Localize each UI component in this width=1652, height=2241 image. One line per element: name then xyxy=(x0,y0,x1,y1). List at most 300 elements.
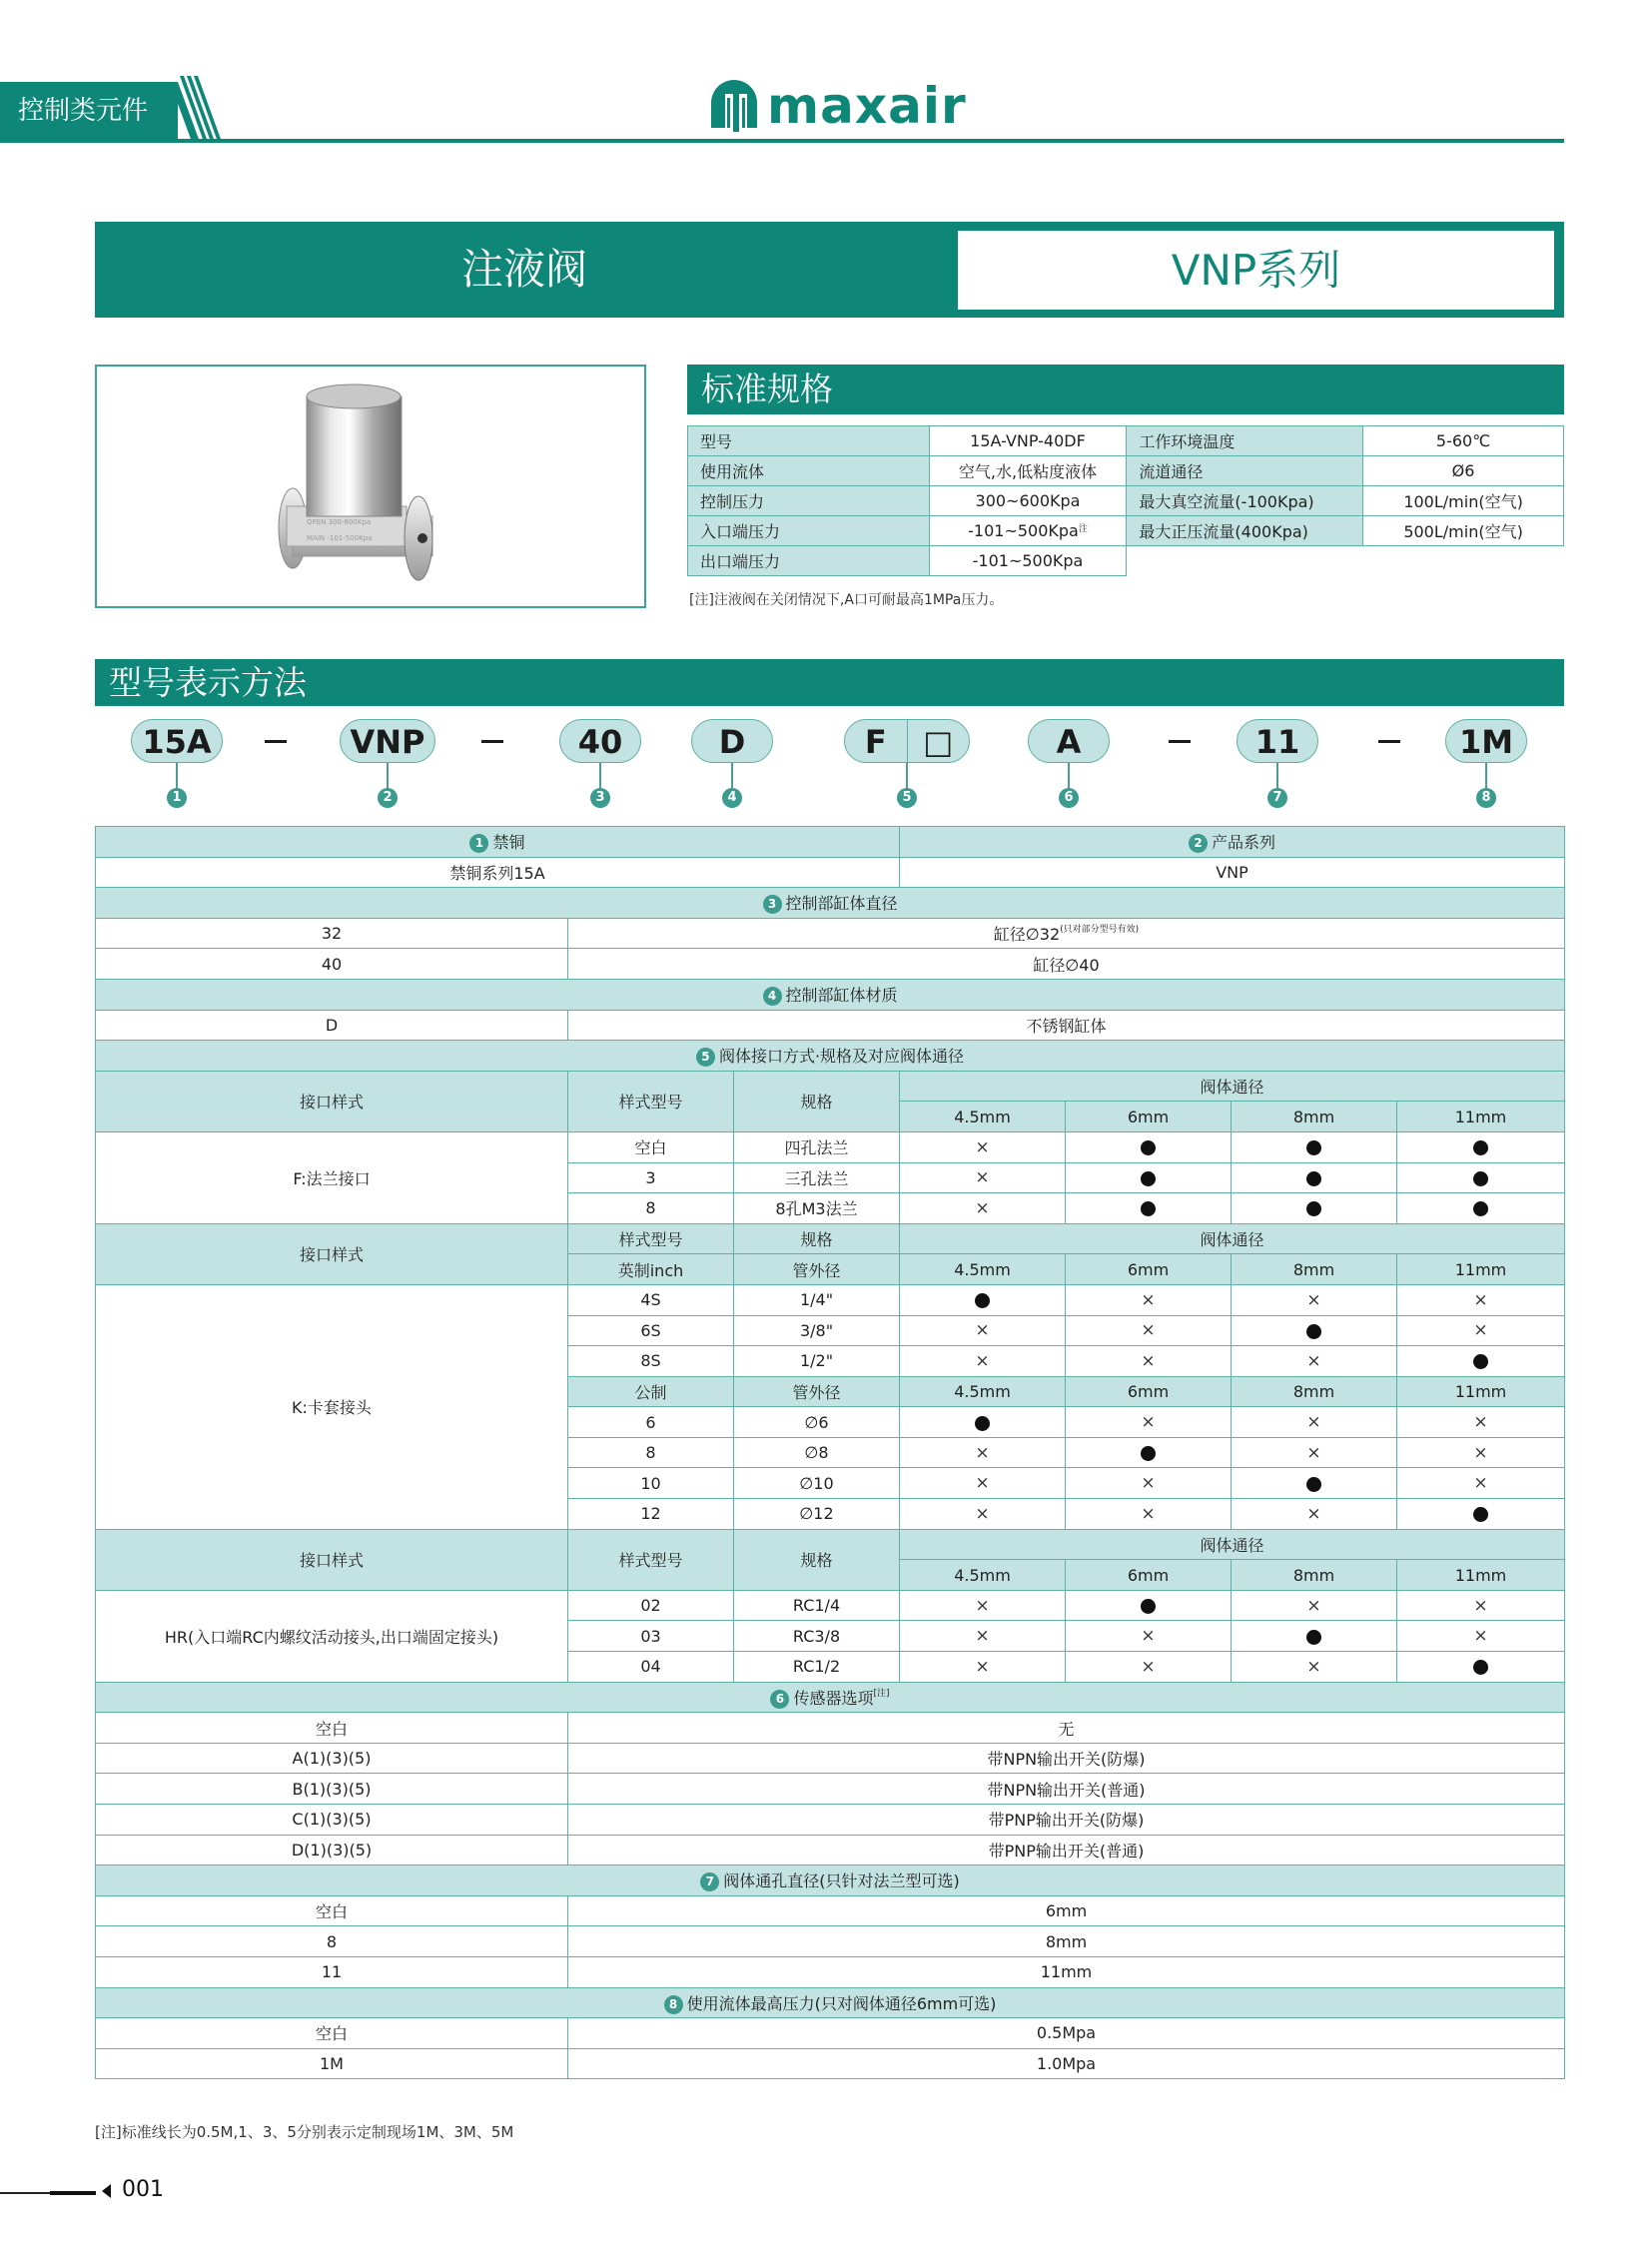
availability-mark xyxy=(900,1590,1066,1621)
spec-row xyxy=(688,426,1564,456)
section-header xyxy=(96,888,1565,919)
availability-mark xyxy=(1066,1468,1232,1499)
empty-cell xyxy=(1363,546,1564,576)
table-row xyxy=(96,1805,1565,1836)
style-spec: 1/4" xyxy=(734,1284,900,1315)
availability-mark xyxy=(1066,1621,1232,1652)
port-style: K:卡套接头 xyxy=(96,1284,568,1529)
section-header-row xyxy=(96,1866,1565,1896)
option-desc: 6mm xyxy=(568,1895,1565,1926)
section-number: 3 xyxy=(763,895,782,914)
brand-logo-icon xyxy=(709,78,759,134)
unavailable-cross-icon: × xyxy=(1473,1626,1488,1647)
spec-value: 100L/min(空气) xyxy=(1363,486,1564,516)
table-row xyxy=(96,1590,1565,1621)
spec-key: 入口端压力 xyxy=(688,516,930,546)
section-number: 5 xyxy=(696,1048,715,1067)
bore-header: 11mm xyxy=(1397,1560,1565,1591)
unavailable-cross-icon: × xyxy=(1141,1289,1156,1310)
product-image-frame xyxy=(95,365,646,608)
section-number: 7 xyxy=(700,1872,719,1891)
section-title: 阀体通孔直径(只针对法兰型可选) xyxy=(723,1871,960,1891)
code-part-series: 15A xyxy=(131,719,223,763)
availability-mark xyxy=(900,1131,1066,1162)
port-style: HR(入口端RC内螺纹活动接头,出口端固定接头) xyxy=(96,1590,568,1682)
spec-note: [注]注液阀在关闭情况下,A口可耐最高1MPa压力。 xyxy=(689,592,1004,608)
col-header: 公制 xyxy=(568,1376,734,1407)
table-row xyxy=(96,1956,1565,1987)
section-number: 1 xyxy=(469,834,488,853)
footer-note: [注]标准线长为0.5M,1、3、5分别表示定制现场1M、3M、5M xyxy=(95,2123,514,2141)
valve-illustration xyxy=(97,367,644,606)
availability-mark xyxy=(1066,1284,1232,1315)
availability-mark xyxy=(1232,1590,1397,1621)
style-model: 12 xyxy=(568,1499,734,1530)
unavailable-cross-icon: × xyxy=(975,1503,990,1524)
availability-mark xyxy=(1397,1407,1565,1438)
section-header-row xyxy=(96,1682,1565,1713)
availability-mark xyxy=(1232,1621,1397,1652)
bore-header: 8mm xyxy=(1232,1254,1397,1285)
unavailable-cross-icon: × xyxy=(1306,1412,1321,1433)
code-number-badge: 3 xyxy=(590,788,610,808)
section-number: 4 xyxy=(763,987,782,1006)
section-header-row xyxy=(96,888,1565,919)
code-number-badge: 7 xyxy=(1267,788,1287,808)
availability-mark xyxy=(1066,1652,1232,1683)
section-header xyxy=(900,827,1565,858)
section-title: 控制部缸体材质 xyxy=(785,986,898,1006)
availability-mark xyxy=(1397,1315,1565,1346)
empty-cell xyxy=(1127,546,1363,576)
bore-header: 4.5mm xyxy=(900,1102,1066,1132)
spec-row xyxy=(688,486,1564,516)
unavailable-cross-icon: × xyxy=(1141,1350,1156,1371)
spec-value: Ø6 xyxy=(1363,456,1564,486)
col-header: 英制inch xyxy=(568,1254,734,1285)
option-code: D xyxy=(96,1010,568,1041)
option-code: C(1)(3)(5) xyxy=(96,1805,568,1836)
option-desc: 8mm xyxy=(568,1926,1565,1957)
table-row xyxy=(96,2018,1565,2049)
style-spec: RC1/4 xyxy=(734,1590,900,1621)
note-marker: 注 xyxy=(1078,524,1088,534)
option-desc: 不锈钢缸体 xyxy=(568,1010,1565,1041)
brand-name: maxair xyxy=(767,77,967,135)
col-header: 规格 xyxy=(734,1223,900,1254)
table-row xyxy=(96,1743,1565,1774)
availability-mark xyxy=(1066,1315,1232,1346)
unavailable-cross-icon: × xyxy=(975,1442,990,1463)
section-title: 禁铜 xyxy=(492,833,525,853)
section-title: 使用流体最高压力(只对阀体通径6mm可选) xyxy=(686,1993,997,2013)
code-part-bore: 40 xyxy=(559,719,641,763)
available-dot-icon xyxy=(1306,1140,1321,1155)
available-dot-icon xyxy=(1306,1477,1321,1492)
style-model: 4S xyxy=(568,1284,734,1315)
unavailable-cross-icon: × xyxy=(1141,1412,1156,1433)
code-part-pressure: 1M xyxy=(1445,719,1527,763)
style-spec: RC3/8 xyxy=(734,1621,900,1652)
bore-header: 11mm xyxy=(1397,1376,1565,1407)
valve-label-bottom: MAIN -101-500Kpa xyxy=(307,534,373,542)
section-header xyxy=(96,1041,1565,1072)
available-dot-icon xyxy=(1306,1171,1321,1186)
col-header: 管外径 xyxy=(734,1254,900,1285)
style-spec: RC1/2 xyxy=(734,1652,900,1683)
unavailable-cross-icon: × xyxy=(1141,1320,1156,1341)
spec-value xyxy=(929,516,1127,546)
availability-mark xyxy=(900,1621,1066,1652)
col-header: 规格 xyxy=(734,1071,900,1131)
availability-mark xyxy=(1232,1407,1397,1438)
style-model: 6 xyxy=(568,1407,734,1438)
table-row xyxy=(96,1713,1565,1744)
availability-mark xyxy=(1232,1193,1397,1224)
col-header: 阀体通径 xyxy=(900,1529,1565,1560)
code-number-badge: 4 xyxy=(722,788,742,808)
table-row xyxy=(96,949,1565,980)
bore-header: 4.5mm xyxy=(900,1560,1066,1591)
available-dot-icon xyxy=(1141,1171,1156,1186)
style-model: 空白 xyxy=(568,1131,734,1162)
section-header-row xyxy=(96,979,1565,1010)
valve-label-top: OPEN 300-600Kpa xyxy=(307,518,372,526)
brand-logo xyxy=(709,78,967,134)
model-option-table xyxy=(95,826,1565,2079)
style-spec: ∅10 xyxy=(734,1468,900,1499)
option-code: 空白 xyxy=(96,2018,568,2049)
spec-row xyxy=(688,456,1564,486)
spec-value: -101~500Kpa xyxy=(929,546,1127,576)
spec-value: 5-60℃ xyxy=(1363,426,1564,456)
unavailable-cross-icon: × xyxy=(975,1136,990,1157)
available-dot-icon xyxy=(1141,1201,1156,1216)
section-title: 产品系列 xyxy=(1212,833,1276,853)
code-part-port-model: □ xyxy=(923,723,954,761)
style-model: 8S xyxy=(568,1346,734,1377)
available-dot-icon xyxy=(1141,1140,1156,1155)
option-value: VNP xyxy=(900,857,1565,888)
bore-header: 6mm xyxy=(1066,1102,1232,1132)
availability-mark xyxy=(1066,1407,1232,1438)
code-part-port-type: F xyxy=(845,720,908,762)
availability-mark xyxy=(1066,1162,1232,1193)
page-rule xyxy=(0,2192,50,2194)
table-row xyxy=(96,918,1565,949)
unavailable-cross-icon: × xyxy=(1141,1473,1156,1494)
col-header: 管外径 xyxy=(734,1376,900,1407)
availability-mark xyxy=(1232,1315,1397,1346)
table-row xyxy=(96,1010,1565,1041)
col-header: 接口样式 xyxy=(96,1529,568,1590)
table-row xyxy=(96,1835,1565,1866)
port-style: F:法兰接口 xyxy=(96,1131,568,1223)
style-spec: 四孔法兰 xyxy=(734,1131,900,1162)
unavailable-cross-icon: × xyxy=(1473,1442,1488,1463)
bore-header: 4.5mm xyxy=(900,1254,1066,1285)
availability-mark xyxy=(1397,1468,1565,1499)
page-number: 001 xyxy=(122,2177,164,2202)
code-number-badge: 6 xyxy=(1059,788,1079,808)
col-header: 阀体通径 xyxy=(900,1071,1565,1102)
spec-key: 控制压力 xyxy=(688,486,930,516)
availability-mark xyxy=(1232,1652,1397,1683)
code-dash xyxy=(481,740,503,743)
style-model: 04 xyxy=(568,1652,734,1683)
section-number: 6 xyxy=(770,1690,789,1709)
code-connector xyxy=(387,763,389,789)
style-spec: 8孔M3法兰 xyxy=(734,1193,900,1224)
style-model: 03 xyxy=(568,1621,734,1652)
availability-mark xyxy=(900,1284,1066,1315)
option-value: 禁铜系列15A xyxy=(96,857,900,888)
availability-mark xyxy=(900,1652,1066,1683)
unavailable-cross-icon: × xyxy=(975,1473,990,1494)
unavailable-cross-icon: × xyxy=(1473,1412,1488,1433)
code-part-sensor: A xyxy=(1028,719,1110,763)
availability-mark xyxy=(1232,1284,1397,1315)
option-desc: 带NPN输出开关(防爆) xyxy=(568,1743,1565,1774)
bore-header: 8mm xyxy=(1232,1102,1397,1132)
option-desc: 带PNP输出开关(普通) xyxy=(568,1835,1565,1866)
spec-heading: 标准规格 xyxy=(687,365,1564,414)
code-number-badge: 8 xyxy=(1476,788,1496,808)
code-connector xyxy=(1068,763,1070,789)
unavailable-cross-icon: × xyxy=(975,1320,990,1341)
availability-mark xyxy=(1397,1131,1565,1162)
spec-value-text: -101~500Kpa xyxy=(968,521,1079,540)
available-dot-icon xyxy=(1473,1171,1488,1186)
section-header-row xyxy=(96,1987,1565,2018)
unavailable-cross-icon: × xyxy=(1473,1320,1488,1341)
unavailable-cross-icon: × xyxy=(1141,1656,1156,1677)
availability-mark xyxy=(1232,1131,1397,1162)
code-number-badge: 5 xyxy=(897,788,917,808)
bore-header: 11mm xyxy=(1397,1102,1565,1132)
spec-key: 流道通径 xyxy=(1127,456,1363,486)
page-arrow-icon xyxy=(102,2184,111,2198)
unavailable-cross-icon: × xyxy=(1473,1473,1488,1494)
unavailable-cross-icon: × xyxy=(1306,1503,1321,1524)
option-desc: 1.0Mpa xyxy=(568,2048,1565,2079)
option-code: A(1)(3)(5) xyxy=(96,1743,568,1774)
availability-mark xyxy=(1066,1193,1232,1224)
available-dot-icon xyxy=(1473,1201,1488,1216)
style-spec: 3/8" xyxy=(734,1315,900,1346)
table-row xyxy=(96,2048,1565,2079)
section-title: 阀体接口方式·规格及对应阀体通径 xyxy=(718,1047,965,1067)
unavailable-cross-icon: × xyxy=(975,1595,990,1616)
table-row xyxy=(96,1774,1565,1805)
unavailable-cross-icon: × xyxy=(1141,1626,1156,1647)
availability-mark xyxy=(900,1499,1066,1530)
availability-mark xyxy=(1397,1284,1565,1315)
availability-mark xyxy=(1232,1499,1397,1530)
availability-mark xyxy=(1066,1346,1232,1377)
option-code: 11 xyxy=(96,1956,568,1987)
available-dot-icon xyxy=(1473,1140,1488,1155)
table-row xyxy=(96,1895,1565,1926)
col-header: 接口样式 xyxy=(96,1223,568,1284)
spec-value: 500L/min(空气) xyxy=(1363,516,1564,546)
section-header xyxy=(96,1682,1565,1713)
table-row xyxy=(96,1284,1565,1315)
bore-header: 6mm xyxy=(1066,1254,1232,1285)
availability-mark xyxy=(1066,1131,1232,1162)
style-model: 6S xyxy=(568,1315,734,1346)
code-dash xyxy=(265,740,287,743)
availability-mark xyxy=(1397,1590,1565,1621)
code-connector xyxy=(1276,763,1278,789)
available-dot-icon xyxy=(1141,1446,1156,1461)
section-header-row xyxy=(96,827,1565,858)
option-code: 1M xyxy=(96,2048,568,2079)
spec-key: 型号 xyxy=(688,426,930,456)
unavailable-cross-icon: × xyxy=(975,1626,990,1647)
available-dot-icon xyxy=(1141,1599,1156,1614)
header-stripes-decoration xyxy=(170,76,226,142)
category-tag: 控制类元件 xyxy=(0,82,178,140)
unavailable-cross-icon: × xyxy=(975,1167,990,1188)
option-desc xyxy=(568,918,1565,949)
available-dot-icon xyxy=(1306,1630,1321,1645)
unavailable-cross-icon: × xyxy=(1141,1503,1156,1524)
option-desc: 0.5Mpa xyxy=(568,2018,1565,2049)
spec-key: 使用流体 xyxy=(688,456,930,486)
availability-mark xyxy=(1232,1468,1397,1499)
availability-mark xyxy=(900,1315,1066,1346)
option-desc: 11mm xyxy=(568,1956,1565,1987)
note-marker: [注] xyxy=(873,1688,890,1699)
spec-row xyxy=(688,546,1564,576)
available-dot-icon xyxy=(1473,1354,1488,1369)
bore-header: 8mm xyxy=(1232,1376,1397,1407)
code-part-port xyxy=(844,719,970,763)
code-connector xyxy=(906,763,908,789)
spec-value: 空气,水,低粘度液体 xyxy=(929,456,1127,486)
option-desc: 带NPN输出开关(普通) xyxy=(568,1774,1565,1805)
table-row xyxy=(96,857,1565,888)
option-code: 32 xyxy=(96,918,568,949)
section-header xyxy=(96,827,900,858)
model-code-heading: 型号表示方法 xyxy=(95,659,1564,706)
style-model: 02 xyxy=(568,1590,734,1621)
table-row xyxy=(96,1926,1565,1957)
availability-mark xyxy=(1232,1346,1397,1377)
spec-key: 最大正压流量(400Kpa) xyxy=(1127,516,1363,546)
col-header: 样式型号 xyxy=(568,1529,734,1590)
availability-mark xyxy=(1397,1346,1565,1377)
available-dot-icon xyxy=(1473,1507,1488,1522)
style-model: 3 xyxy=(568,1162,734,1193)
section-header xyxy=(96,1987,1565,2018)
code-connector xyxy=(599,763,601,789)
section-header xyxy=(96,1866,1565,1896)
code-part-product: VNP xyxy=(340,719,435,763)
unavailable-cross-icon: × xyxy=(1473,1289,1488,1310)
available-dot-icon xyxy=(975,1416,990,1431)
spec-row xyxy=(688,516,1564,546)
option-code: 空白 xyxy=(96,1895,568,1926)
availability-mark xyxy=(1066,1437,1232,1468)
bore-header: 11mm xyxy=(1397,1254,1565,1285)
availability-mark xyxy=(1066,1590,1232,1621)
availability-mark xyxy=(1397,1437,1565,1468)
subheader-row xyxy=(96,1223,1565,1254)
availability-mark xyxy=(1397,1193,1565,1224)
availability-mark xyxy=(1232,1437,1397,1468)
unavailable-cross-icon: × xyxy=(1306,1442,1321,1463)
unavailable-cross-icon: × xyxy=(975,1656,990,1677)
section-title: 传感器选项 xyxy=(793,1688,874,1708)
header-rule xyxy=(0,139,1564,143)
style-spec: ∅6 xyxy=(734,1407,900,1438)
unavailable-cross-icon: × xyxy=(1306,1350,1321,1371)
unavailable-cross-icon: × xyxy=(1306,1289,1321,1310)
code-connector xyxy=(731,763,733,789)
option-desc: 缸径∅40 xyxy=(568,949,1565,980)
option-code: B(1)(3)(5) xyxy=(96,1774,568,1805)
available-dot-icon xyxy=(1306,1324,1321,1339)
col-header: 接口样式 xyxy=(96,1071,568,1131)
col-header: 样式型号 xyxy=(568,1071,734,1131)
option-desc-text: 缸径∅32 xyxy=(993,925,1061,945)
available-dot-icon xyxy=(1306,1201,1321,1216)
availability-mark xyxy=(900,1407,1066,1438)
code-connector xyxy=(1485,763,1487,789)
option-code: 空白 xyxy=(96,1713,568,1744)
availability-mark xyxy=(1066,1499,1232,1530)
unavailable-cross-icon: × xyxy=(975,1350,990,1371)
option-desc-note: (只对部分型号有效) xyxy=(1060,925,1140,936)
subheader-row xyxy=(96,1071,1565,1102)
style-spec: ∅8 xyxy=(734,1437,900,1468)
table-row xyxy=(96,1131,1565,1162)
option-desc: 无 xyxy=(568,1713,1565,1744)
spec-key: 工作环境温度 xyxy=(1127,426,1363,456)
code-number-badge: 2 xyxy=(378,788,398,808)
code-part-hole: 11 xyxy=(1237,719,1318,763)
availability-mark xyxy=(900,1162,1066,1193)
style-model: 8 xyxy=(568,1193,734,1224)
bore-header: 6mm xyxy=(1066,1376,1232,1407)
availability-mark xyxy=(900,1346,1066,1377)
code-number-badge: 1 xyxy=(167,788,187,808)
availability-mark xyxy=(1397,1652,1565,1683)
available-dot-icon xyxy=(1473,1660,1488,1675)
unavailable-cross-icon: × xyxy=(1306,1595,1321,1616)
spec-key: 出口端压力 xyxy=(688,546,930,576)
availability-mark xyxy=(1397,1162,1565,1193)
code-part-material: D xyxy=(691,719,773,763)
code-connector xyxy=(176,763,178,789)
availability-mark xyxy=(900,1193,1066,1224)
availability-mark xyxy=(1397,1499,1565,1530)
col-header: 阀体通径 xyxy=(900,1223,1565,1254)
section-number: 2 xyxy=(1189,834,1208,853)
availability-mark xyxy=(900,1468,1066,1499)
availability-mark xyxy=(1232,1162,1397,1193)
section-number: 8 xyxy=(664,1995,683,2014)
style-model: 10 xyxy=(568,1468,734,1499)
code-dash xyxy=(1169,740,1191,743)
available-dot-icon xyxy=(975,1293,990,1308)
unavailable-cross-icon: × xyxy=(975,1197,990,1218)
subheader-row xyxy=(96,1529,1565,1560)
style-spec: 1/2" xyxy=(734,1346,900,1377)
spec-table xyxy=(687,425,1564,576)
